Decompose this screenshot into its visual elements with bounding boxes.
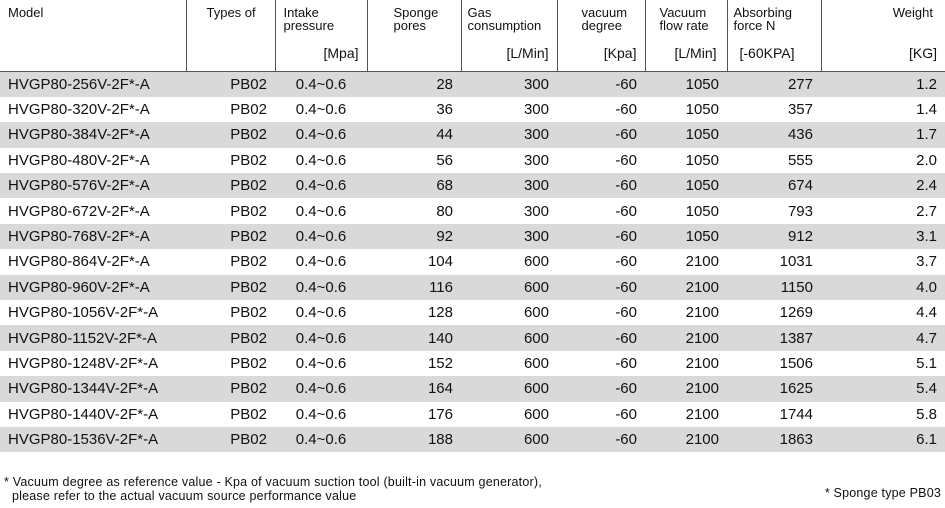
vacuum-note-line2: please refer to the actual vacuum source performance value — [12, 489, 357, 503]
table-row — [0, 249, 945, 274]
unit-vacuum: [Kpa] — [603, 44, 637, 61]
table-row — [0, 376, 945, 401]
cell-gas: 300 — [523, 202, 549, 220]
header-pressure: Intake pressure [Mpa] — [275, 0, 367, 71]
cell-type: PB02 — [230, 329, 267, 347]
cell-model: HVGP80-1440V-2F*-A — [8, 405, 159, 423]
cell-vacuum: -60 — [615, 151, 637, 169]
cell-gas: 600 — [523, 329, 549, 347]
cell-pores: 164 — [427, 380, 453, 398]
cell-flow: 1050 — [685, 75, 719, 93]
cell-vacuum: -60 — [615, 126, 637, 144]
header-type: Types of — [186, 0, 275, 71]
table-row — [0, 224, 945, 249]
cell-weight: 2.4 — [916, 177, 937, 195]
cell-flow: 2100 — [685, 405, 719, 423]
cell-type: PB02 — [230, 405, 267, 423]
cell-weight: 5.1 — [916, 354, 937, 372]
cell-type: PB02 — [230, 304, 267, 322]
cell-type: PB02 — [230, 177, 267, 195]
cell-weight: 3.7 — [916, 253, 937, 271]
cell-pressure: 0.4~0.6 — [295, 151, 347, 169]
cell-force: 1744 — [779, 405, 813, 423]
cell-vacuum: -60 — [615, 202, 637, 220]
cell-gas: 300 — [523, 126, 549, 144]
header-vacuum: vacuum degree [Kpa] — [557, 0, 645, 71]
cell-pressure: 0.4~0.6 — [295, 253, 347, 271]
cell-type: PB02 — [230, 202, 267, 220]
cell-vacuum: -60 — [615, 278, 637, 296]
cell-model: HVGP80-480V-2F*-A — [8, 151, 150, 169]
table-row — [0, 148, 945, 173]
cell-flow: 2100 — [685, 329, 719, 347]
cell-vacuum: -60 — [615, 101, 637, 119]
header-gas: Gas consumption [L/Min] — [461, 0, 557, 71]
table-row — [0, 71, 945, 97]
cell-weight: 1.4 — [916, 101, 937, 119]
table-row — [0, 198, 945, 223]
cell-pores: 140 — [427, 329, 453, 347]
header-flow: Vacuum flow rate [L/Min] — [645, 0, 727, 71]
cell-model: HVGP80-1056V-2F*-A — [8, 304, 159, 322]
cell-pressure: 0.4~0.6 — [295, 354, 347, 372]
cell-flow: 1050 — [685, 126, 719, 144]
cell-model: HVGP80-1344V-2F*-A — [8, 380, 159, 398]
cell-weight: 2.7 — [916, 202, 937, 220]
table-row — [0, 300, 945, 325]
cell-model: HVGP80-960V-2F*-A — [8, 278, 150, 296]
cell-gas: 300 — [523, 101, 549, 119]
cell-model: HVGP80-576V-2F*-A — [8, 177, 150, 195]
cell-weight: 3.1 — [916, 228, 937, 246]
cell-pores: 176 — [427, 405, 453, 423]
cell-force: 674 — [787, 177, 813, 195]
cell-flow: 1050 — [685, 101, 719, 119]
cell-vacuum: -60 — [615, 431, 637, 449]
cell-type: PB02 — [230, 354, 267, 372]
cell-pores: 68 — [436, 177, 453, 195]
cell-pressure: 0.4~0.6 — [295, 101, 347, 119]
cell-pressure: 0.4~0.6 — [295, 75, 347, 93]
cell-type: PB02 — [230, 431, 267, 449]
cell-vacuum: -60 — [615, 253, 637, 271]
cell-pressure: 0.4~0.6 — [295, 329, 347, 347]
cell-model: HVGP80-1536V-2F*-A — [8, 431, 159, 449]
table-row — [0, 325, 945, 350]
cell-gas: 600 — [523, 405, 549, 423]
cell-type: PB02 — [230, 126, 267, 144]
cell-type: PB02 — [230, 278, 267, 296]
cell-gas: 600 — [523, 380, 549, 398]
table-body — [0, 71, 945, 452]
cell-pores: 116 — [429, 278, 453, 296]
cell-force: 912 — [787, 228, 813, 246]
cell-force: 1269 — [779, 304, 813, 322]
cell-flow: 2100 — [685, 380, 719, 398]
cell-vacuum: -60 — [615, 354, 637, 372]
vacuum-note — [4, 475, 542, 503]
cell-pressure: 0.4~0.6 — [295, 278, 347, 296]
cell-model: HVGP80-1152V-2F*-A — [8, 329, 157, 347]
cell-type: PB02 — [230, 75, 267, 93]
table-row — [0, 97, 945, 122]
table-row — [0, 122, 945, 147]
sponge-note: * Sponge type PB03 — [824, 486, 941, 500]
vacuum-note-line1: * Vacuum degree as reference value - Kpa of vacuum suction tool (built-in vacuum generator), — [4, 475, 542, 489]
cell-pressure: 0.4~0.6 — [295, 228, 347, 246]
cell-model: HVGP80-864V-2F*-A — [8, 253, 150, 271]
table-row — [0, 275, 945, 300]
unit-pressure: [Mpa] — [323, 44, 359, 61]
cell-force: 1506 — [779, 354, 813, 372]
header-force: Absorbing force N [-60KPA] — [727, 0, 821, 71]
cell-gas: 600 — [523, 431, 549, 449]
cell-vacuum: -60 — [615, 405, 637, 423]
cell-model: HVGP80-384V-2F*-A — [8, 126, 150, 144]
cell-force: 436 — [787, 126, 813, 144]
cell-flow: 2100 — [685, 253, 719, 271]
cell-vacuum: -60 — [615, 228, 637, 246]
cell-vacuum: -60 — [615, 75, 637, 93]
cell-pores: 56 — [436, 151, 453, 169]
cell-type: PB02 — [230, 151, 267, 169]
header-model: Model — [8, 5, 44, 20]
cell-weight: 5.4 — [916, 380, 937, 398]
cell-vacuum: -60 — [615, 329, 637, 347]
cell-weight: 6.1 — [916, 431, 937, 449]
cell-pressure: 0.4~0.6 — [295, 304, 347, 322]
cell-type: PB02 — [230, 253, 267, 271]
cell-pores: 36 — [436, 101, 453, 119]
cell-flow: 1050 — [685, 177, 719, 195]
cell-force: 357 — [787, 101, 813, 119]
cell-force: 555 — [787, 151, 813, 169]
cell-pressure: 0.4~0.6 — [295, 431, 347, 449]
cell-weight: 1.2 — [916, 75, 937, 93]
cell-force: 1031 — [779, 253, 813, 271]
table-row — [0, 173, 945, 198]
unit-gas: [L/Min] — [506, 44, 549, 61]
cell-flow: 2100 — [685, 278, 719, 296]
cell-model: HVGP80-320V-2F*-A — [8, 101, 150, 119]
cell-type: PB02 — [230, 380, 267, 398]
cell-flow: 2100 — [685, 431, 719, 449]
cell-weight: 4.0 — [916, 278, 937, 296]
cell-force: 1150 — [780, 278, 813, 296]
cell-pressure: 0.4~0.6 — [295, 202, 347, 220]
cell-pores: 92 — [436, 228, 453, 246]
cell-vacuum: -60 — [615, 380, 637, 398]
cell-flow: 1050 — [685, 228, 719, 246]
cell-pressure: 0.4~0.6 — [295, 177, 347, 195]
cell-gas: 600 — [523, 278, 549, 296]
cell-model: HVGP80-768V-2F*-A — [8, 228, 150, 246]
cell-gas: 600 — [523, 354, 549, 372]
cell-pores: 80 — [436, 202, 453, 220]
cell-weight: 4.4 — [916, 304, 937, 322]
cell-gas: 300 — [523, 228, 549, 246]
cell-type: PB02 — [230, 101, 267, 119]
cell-gas: 600 — [523, 304, 549, 322]
cell-model: HVGP80-256V-2F*-A — [8, 75, 150, 93]
cell-pores: 152 — [427, 354, 453, 372]
cell-flow: 1050 — [685, 151, 719, 169]
cell-vacuum: -60 — [615, 304, 637, 322]
cell-force: 1863 — [779, 431, 813, 449]
cell-gas: 300 — [523, 177, 549, 195]
cell-force: 1625 — [779, 380, 813, 398]
table-row — [0, 402, 945, 427]
cell-weight: 2.0 — [916, 151, 937, 169]
cell-pores: 188 — [427, 431, 453, 449]
cell-gas: 300 — [523, 75, 549, 93]
cell-type: PB02 — [230, 228, 267, 246]
unit-weight: [KG] — [908, 44, 937, 61]
cell-force: 277 — [787, 75, 813, 93]
cell-pores: 28 — [436, 75, 453, 93]
cell-vacuum: -60 — [615, 177, 637, 195]
cell-weight: 5.8 — [916, 405, 937, 423]
unit-force: [-60KPA] — [739, 44, 795, 61]
cell-force: 793 — [787, 202, 813, 220]
cell-gas: 300 — [523, 151, 549, 169]
cell-model: HVGP80-672V-2F*-A — [8, 202, 150, 220]
cell-pressure: 0.4~0.6 — [295, 126, 347, 144]
cell-flow: 2100 — [685, 304, 719, 322]
table-row — [0, 351, 945, 376]
cell-pores: 128 — [427, 304, 453, 322]
cell-pores: 104 — [427, 253, 453, 271]
header-pores: Sponge pores — [367, 0, 461, 71]
cell-force: 1387 — [779, 329, 813, 347]
cell-flow: 2100 — [685, 354, 719, 372]
cell-flow: 1050 — [685, 202, 719, 220]
header-weight: Weight [KG] — [821, 0, 945, 71]
cell-pressure: 0.4~0.6 — [295, 380, 347, 398]
cell-weight: 4.7 — [916, 329, 937, 347]
cell-pressure: 0.4~0.6 — [295, 405, 347, 423]
header-row — [0, 0, 945, 71]
cell-gas: 600 — [523, 253, 549, 271]
table-row — [0, 427, 945, 452]
cell-pores: 44 — [436, 126, 453, 144]
unit-flow: [L/Min] — [674, 44, 717, 61]
cell-weight: 1.7 — [916, 126, 937, 144]
cell-model: HVGP80-1248V-2F*-A — [8, 354, 159, 372]
